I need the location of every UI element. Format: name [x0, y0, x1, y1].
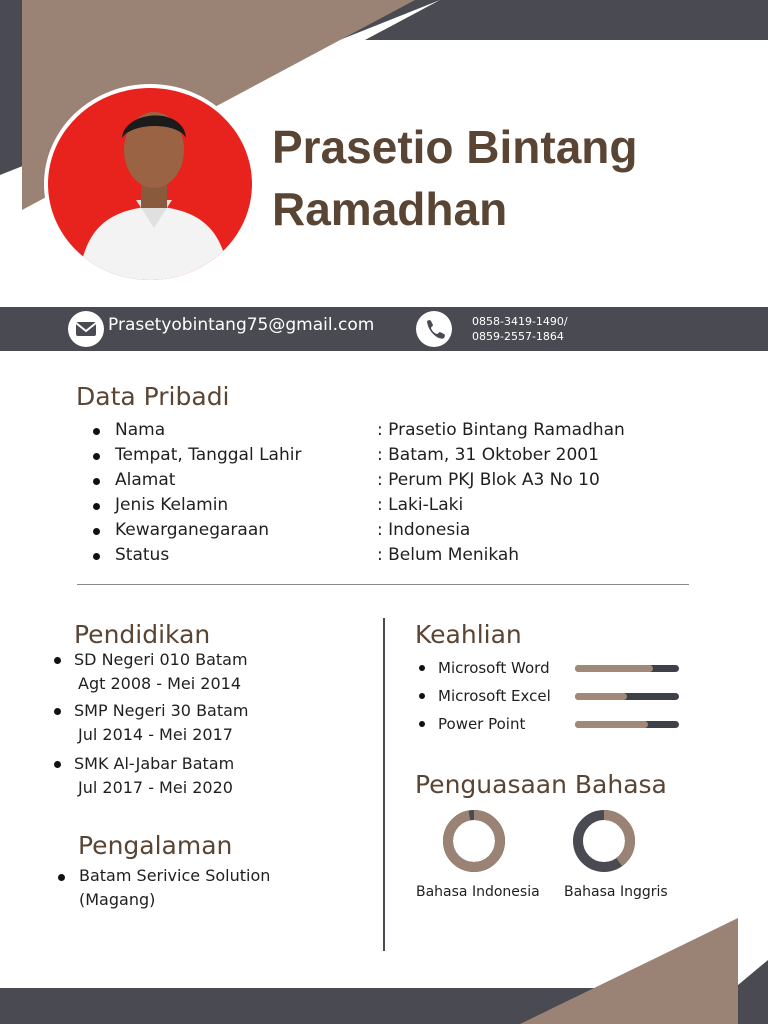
bullet-icon: [419, 665, 425, 671]
personal-data-heading: Data Pribadi: [76, 382, 230, 411]
bullet-icon: [93, 553, 100, 560]
skill-level-bar: [575, 665, 679, 672]
bullet-icon: [58, 874, 65, 881]
phone-icon: [416, 311, 452, 347]
bullet-icon: [54, 657, 61, 664]
bullet-icon: [419, 721, 425, 727]
language-ring-fill: [448, 815, 500, 867]
skill-level-fill: [575, 721, 648, 728]
education-school: SMP Negeri 30 Batam: [74, 701, 249, 720]
languages-heading: Penguasaan Bahasa: [415, 770, 667, 799]
skill-level-fill: [575, 693, 627, 700]
personal-data-row: [0, 420, 768, 445]
language-level-ring: [439, 806, 509, 876]
personal-data-value: : Belum Menikah: [377, 545, 520, 565]
bullet-icon: [93, 503, 100, 510]
personal-data-label: Status: [115, 545, 170, 565]
personal-data-value: : Perum PKJ Blok A3 No 10: [377, 470, 600, 490]
email-icon: [68, 311, 104, 347]
skills-heading: Keahlian: [415, 620, 522, 649]
bottom-right-dark-shape: [738, 960, 768, 1024]
education-heading: Pendidikan: [74, 620, 211, 649]
personal-data-row: [0, 520, 768, 545]
skill-name: Microsoft Word: [438, 659, 550, 677]
personal-data-value: : Batam, 31 Oktober 2001: [377, 445, 599, 465]
phone-numbers[interactable]: [472, 314, 568, 344]
education-school: SD Negeri 010 Batam: [74, 650, 248, 669]
name-line-2: Ramadhan: [272, 183, 508, 235]
column-divider: [383, 618, 385, 951]
phone-number-1: 0858-3419-1490/: [472, 315, 568, 328]
top-right-dark-band: [365, 0, 768, 40]
personal-data-row: [0, 445, 768, 470]
personal-data-label: Jenis Kelamin: [115, 495, 229, 515]
bullet-icon: [54, 761, 61, 768]
experience-role: (Magang): [79, 890, 156, 909]
skill-level-bar: [575, 693, 679, 700]
bullet-icon: [93, 428, 100, 435]
personal-data-row: [0, 470, 768, 495]
email-address[interactable]: Prasetyobintang75@gmail.com: [108, 315, 375, 335]
language-name: Bahasa Indonesia: [416, 884, 540, 900]
language-level-ring: [569, 806, 639, 876]
contact-bar: [0, 307, 768, 351]
skill-level-fill: [575, 665, 653, 672]
personal-data-value: : Prasetio Bintang Ramadhan: [377, 420, 625, 440]
personal-data-value: : Indonesia: [377, 520, 471, 540]
bullet-icon: [419, 693, 425, 699]
skill-name: Microsoft Excel: [438, 687, 551, 705]
skill-name: Power Point: [438, 715, 526, 733]
personal-data-label: Tempat, Tanggal Lahir: [115, 445, 302, 465]
personal-data-label: Kewarganegaraan: [115, 520, 270, 540]
person-avatar-icon: [48, 88, 256, 284]
skill-level-bar: [575, 721, 679, 728]
phone-number-2: 0859-2557-1864: [472, 330, 564, 343]
bullet-icon: [93, 528, 100, 535]
education-school: SMK Al-Jabar Batam: [74, 754, 235, 773]
personal-data-label: Nama: [115, 420, 166, 440]
experience-heading: Pengalaman: [78, 831, 233, 860]
education-period: Jul 2017 - Mei 2020: [78, 778, 233, 797]
bullet-icon: [93, 478, 100, 485]
personal-data-value: : Laki-Laki: [377, 495, 464, 515]
personal-data-label: Alamat: [115, 470, 176, 490]
education-period: Agt 2008 - Mei 2014: [78, 674, 242, 693]
name-line-1: Prasetio Bintang: [272, 121, 638, 173]
bullet-icon: [54, 708, 61, 715]
personal-data-row: [0, 495, 768, 520]
profile-photo: [44, 84, 256, 284]
personal-data-row: [0, 545, 768, 570]
language-name: Bahasa Inggris: [564, 884, 668, 900]
section-divider: [77, 584, 689, 585]
experience-company: Batam Serivice Solution: [79, 866, 271, 885]
bullet-icon: [93, 453, 100, 460]
education-period: Jul 2014 - Mei 2017: [78, 725, 233, 744]
